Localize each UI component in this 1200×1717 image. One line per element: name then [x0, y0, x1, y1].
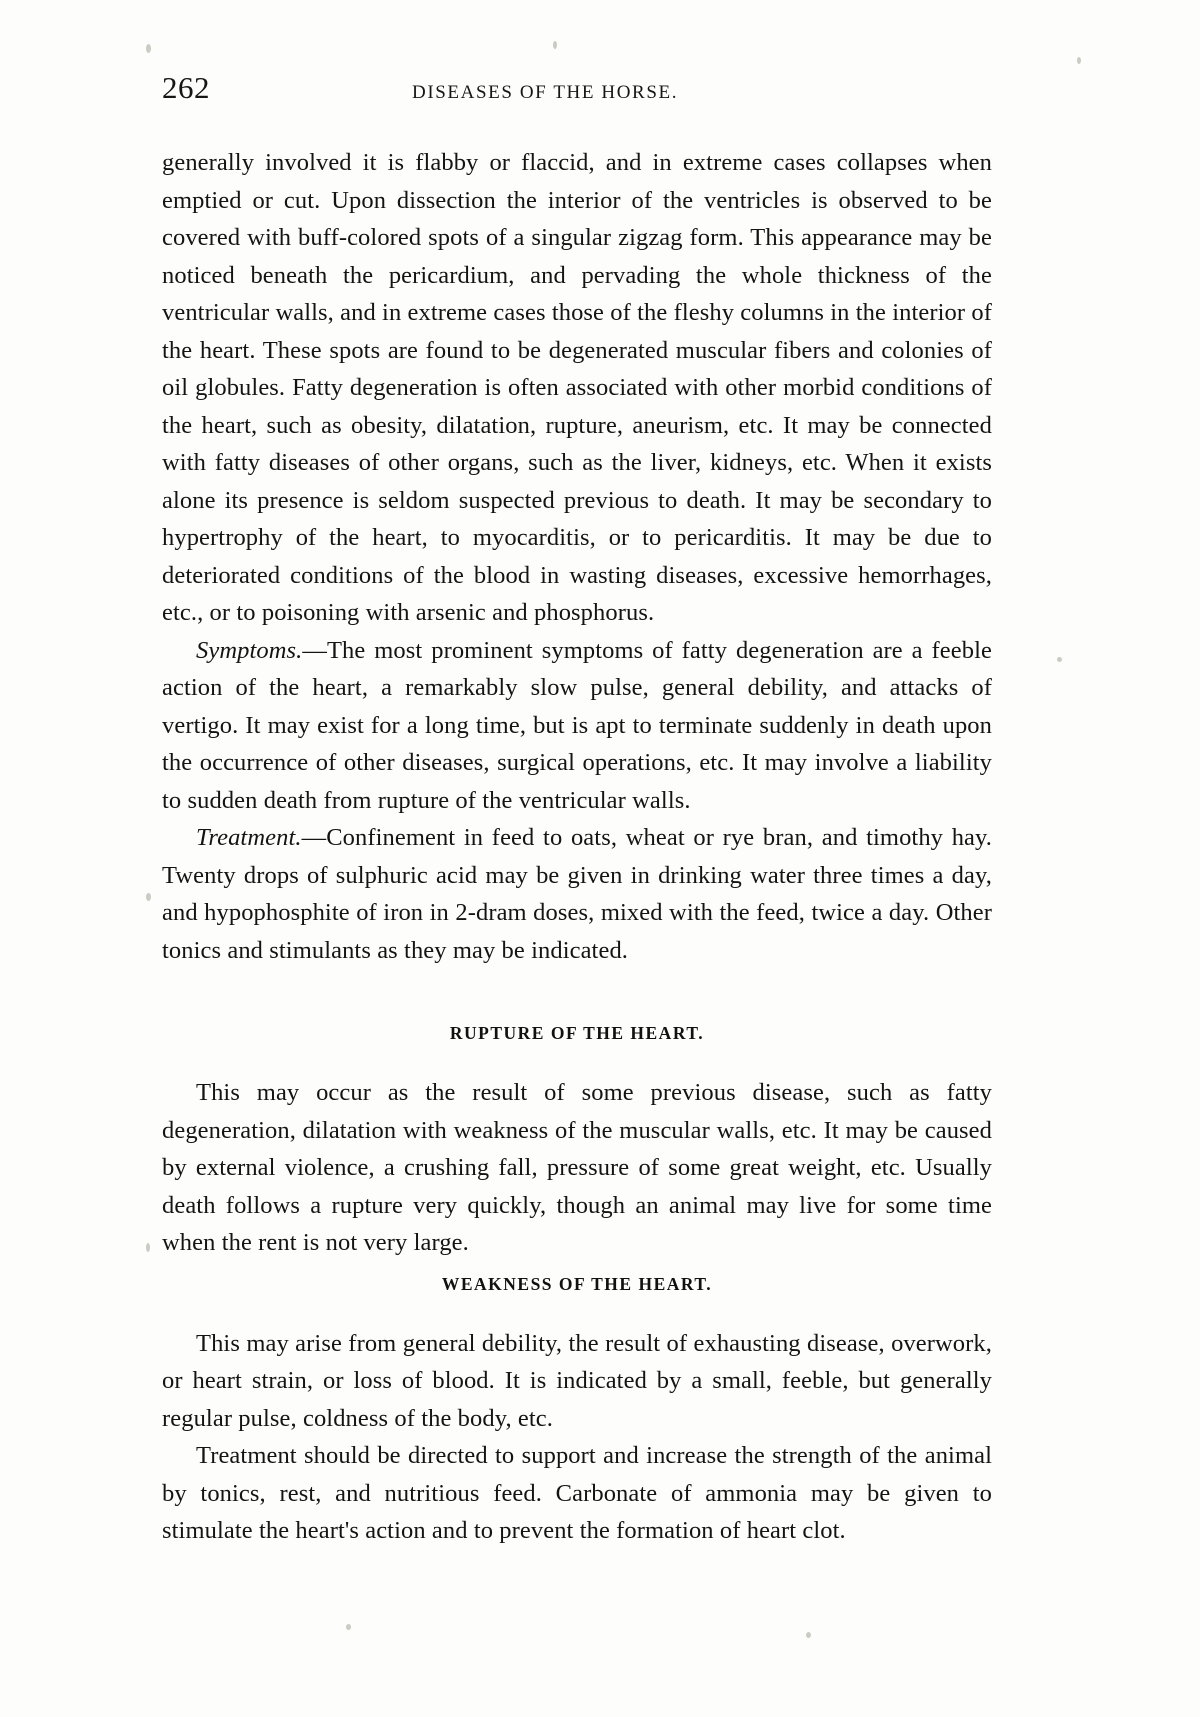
scan-speck: [146, 893, 151, 901]
heading-spacer: [162, 1295, 992, 1325]
page-number: 262: [162, 70, 210, 105]
run-in-heading-treatment: Treatment.: [196, 824, 302, 851]
page-header: [162, 70, 992, 122]
section-spacer: [162, 969, 992, 1023]
paragraph-weakness-treatment: Treatment should be directed to support and increase the strength of the animal by tonics, rest, and nutritious feed. Carbonate of ammonia may be given to stimulate the heart's action and to prevent the formation of heart clot.: [162, 1442, 992, 1544]
paragraph-continuation: generally involved it is flabby or flaccid, and in extreme cases collapses when emptied or cut. Upon dissection the interior of the ventricles is observed to be covered with buff-colored spots of a singular zigzag form. This appearance may be noticed beneath the pericardium, and pervading the whole thickness of the ventricular walls, and in extreme cases those of the fleshy columns in the interior of the heart. These spots are found to be degenerated muscular fibers and colonies of oil globules. Fatty degeneration is often associated with other morbid conditions of the heart, such as obesity, dilatation, rupture, aneurism, etc. It may be connected with fatty diseases of other organs, such as the liver, kidneys, etc. When it exists alone its presence is seldom suspected previous to death. It may be secondary to hypertrophy of the heart, to myocarditis, or to pericarditis. It may be due to deteriorated conditions of the blood in wasting diseases, excessive hemorrhages, etc., or to poisoning with arsenic and phosphorus.: [162, 149, 992, 626]
section-spacer: [162, 1262, 992, 1274]
heading-spacer: [162, 1044, 992, 1074]
paragraph-treatment: [162, 819, 992, 969]
page-content: [162, 70, 992, 1550]
section-heading-weakness: WEAKNESS OF THE HEART.: [441, 1273, 713, 1294]
section-heading-rupture: RUPTURE OF THE HEART.: [449, 1023, 705, 1043]
scan-speck: [1057, 657, 1062, 662]
scan-speck: [806, 1632, 811, 1638]
paragraph-symptoms-text: —The most prominent symptoms of fatty degeneration are a feeble action of the heart, a remarkably slow pulse, general debility, and attacks of vertigo. It may exist for a long time, but is apt to terminate suddenly in death upon the occurrence of other diseases, surgical operations, etc. It may involve a liability to sudden death from rupture of the ventricular walls.: [162, 636, 992, 814]
paragraph-weakness-body: This may arise from general debility, the result of exhausting disease, overwork, or heart strain, or loss of blood. It is indicated by a small, feeble, but generally regular pulse, coldness of the body, etc.: [162, 1329, 992, 1432]
run-in-heading-symptoms: Symptoms.: [196, 636, 303, 664]
scan-speck: [146, 1243, 150, 1252]
paragraph-rupture-body: This may occur as the result of some previous disease, such as fatty degeneration, dilatation with weakness of the muscular walls, etc. It may be caused by external violence, a crushing fall, pressure of some great weight, etc. Usually death follows a rupture very quickly, though an animal may live for some time when the rent is not very large.: [162, 1079, 992, 1256]
paragraph-treatment-text: —Confinement in feed to oats, wheat or rye bran, and timothy hay. Twenty drops of sulphuric acid may be given in drinking water three times a day, and hypophosphite of iron in 2-dram doses, mixed with the feed, twice a day. Other tonics and stimulants as they may be indicated.: [162, 824, 992, 964]
paragraph-symptoms: [162, 632, 992, 820]
scan-speck: [553, 41, 557, 49]
scan-speck: [346, 1624, 351, 1630]
body-text: [162, 144, 992, 1550]
running-head: DISEASES OF THE HORSE.: [412, 82, 679, 103]
scan-speck: [1077, 57, 1081, 64]
scan-speck: [146, 44, 151, 53]
